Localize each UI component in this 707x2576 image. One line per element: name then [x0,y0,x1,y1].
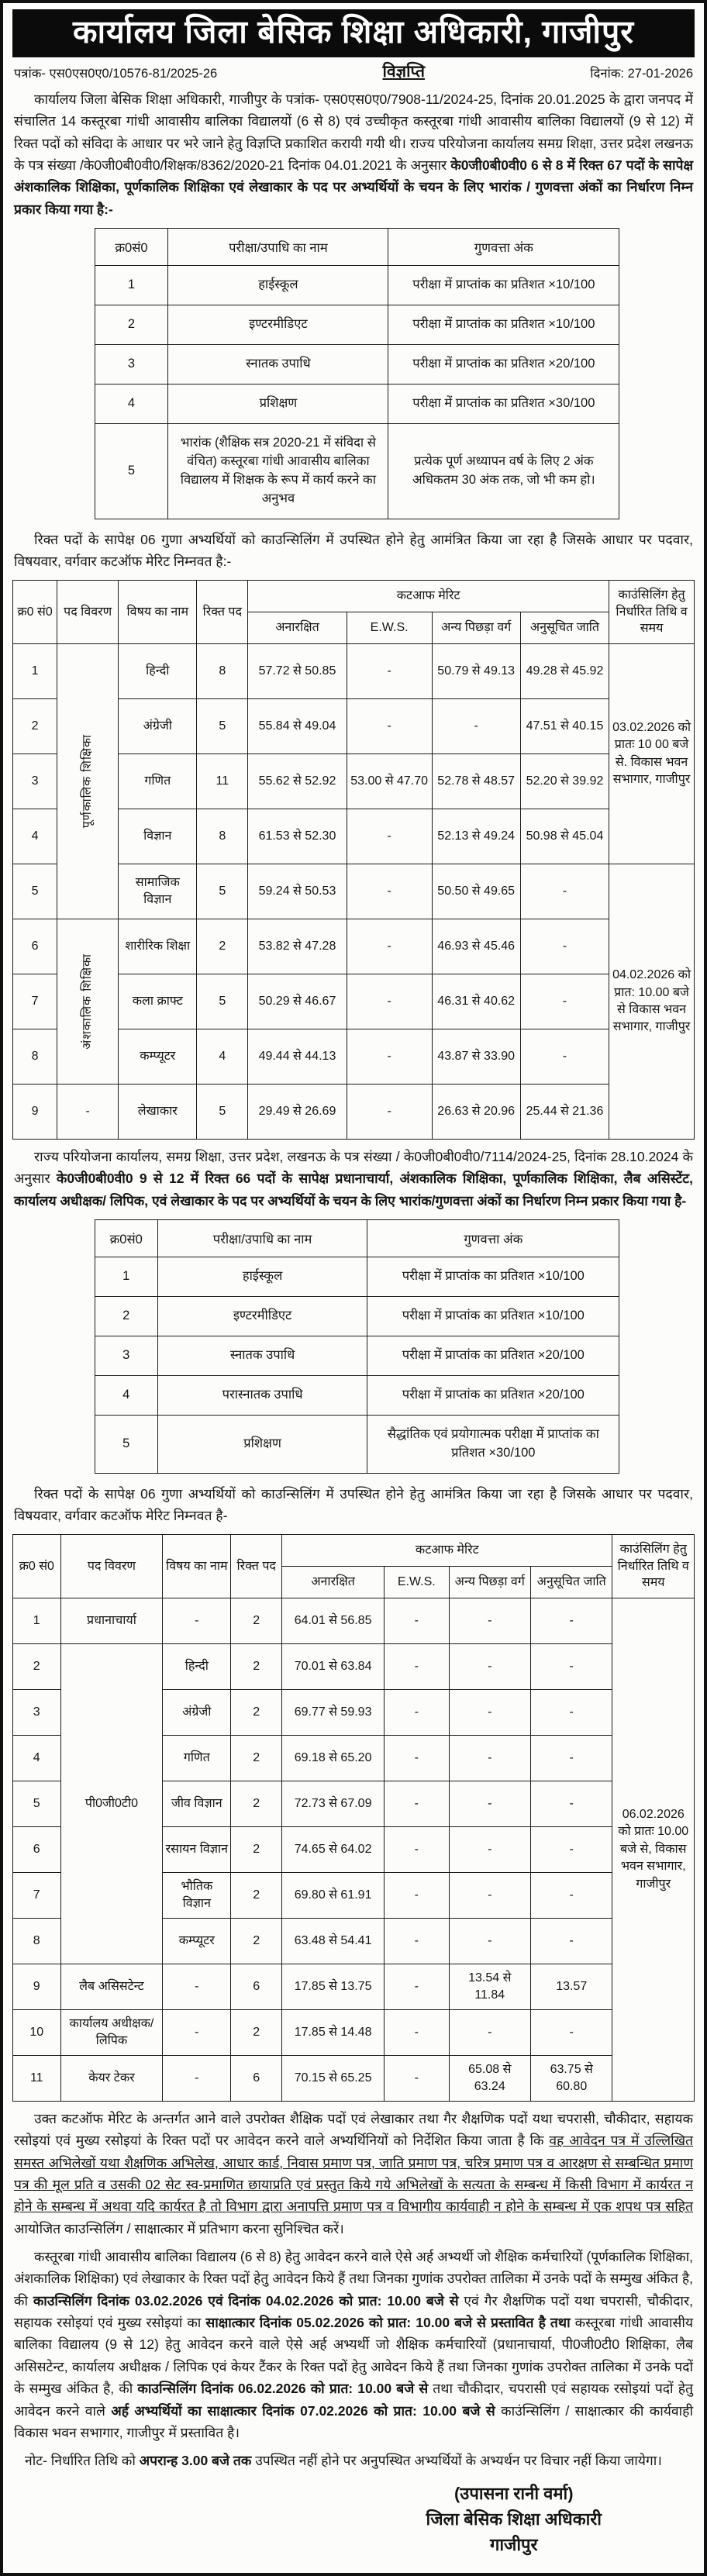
cell-serial: 6 [13,919,57,974]
cell-serial: 4 [95,384,168,423]
cell-ews: - [385,1781,450,1827]
col-exam-name: परीक्षा/उपाधि का नाम [157,1220,367,1257]
cell-vacant: 2 [231,1827,282,1873]
cell-serial: 9 [13,1964,61,2010]
cell-post-group [57,644,119,919]
cell-unreserved: 70.15 से 65.25 [282,2056,385,2102]
cell-subject: कम्प्यूटर [163,1919,231,1964]
cell-subject: रसायन विज्ञान [163,1827,231,1873]
cell-sc: - [520,1029,609,1085]
cell-subject: - [163,1598,231,1644]
reference-number: पत्रांक- एस0एस0ए0/10576-81/2025-26 [14,67,218,81]
note-bold: अपरान्ह 3.00 बजे तक [139,2453,252,2469]
cell-sc: - [520,974,609,1029]
cell-exam: स्नातक उपाधि [157,1336,367,1375]
cell-serial: 3 [13,754,57,809]
cell-serial: 10 [13,2010,61,2056]
schedule-text-3: कस्तूरबा गांधी आवासीय बालिका विद्यालय (9 से 12) हेतु आवेदन करने वाले ऐसे अर्ह अभ्यर्थी जो शैक्षिक कर्मचारियों (प्रधानाचार्या, पी0जी0टी0 शिक्षिका, लैब असिसटेन्ट, कार्यालय अधीक्षक / लिपिक एवं केयर टैंकर के रिक्त पदों हेतु आवेदन किये हैं तथा जिनका गुणांक उपरोक्त तालिका में उनके पदों के सम्मुख अंकित है, की [14,2315,693,2397]
rotated-post-label: अंशकालिक शिक्षिका [81,953,95,1050]
cell-unreserved: 59.24 से 50.53 [248,864,347,919]
cell-unreserved: 64.01 से 56.85 [282,1598,385,1644]
cell-unreserved: 61.53 से 52.30 [248,809,347,864]
col-exam-name: परीक्षा/उपाधि का नाम [168,229,388,266]
table-row [95,1336,619,1375]
col-sc: अनुसूचित जाति [520,612,609,644]
col-post: पद विवरण [60,1535,163,1598]
cell-post-group [57,919,119,1085]
cell-serial: 3 [95,345,168,385]
cell-serial: 1 [13,644,57,699]
cell-sc: 52.20 से 39.92 [520,754,609,809]
cell-unreserved: 17.85 से 13.75 [282,1964,385,2010]
table-row [13,2056,695,2102]
cell-subject: - [163,2056,231,2102]
cell-exam: परास्नातक उपाधि [157,1375,367,1415]
cell-exam: इण्टरमीडिएट [157,1296,367,1336]
instruction-text: उक्त कटऑफ मेरिट के अन्तर्गत आने वाले उपरोक्त शैक्षिक पदों एवं लेखाकार तथा गैर शैक्षणिक पदों यथा चपरासी, चौकीदार, सहायक रसोइयां एवं मुख्य रसोइयां के रिक्त पदों पर आवेदन करने वाले अभ्यर्थिनियों को निर्देशित किया जाता है कि [14,2111,693,2149]
instruction-text-end: आयोजित काउन्सिलिंग / साक्षात्कार में प्रतिभाग करना सुनिश्चित करें। [14,2220,344,2236]
cell-subject: गणित [163,1736,231,1781]
cell-vacant: 2 [197,919,248,974]
col-schedule: काउंसिलिंग हेतु निर्धारित तिथि व समय [609,581,695,644]
cell-unreserved: 57.72 से 50.85 [248,644,347,699]
table-row [95,1415,619,1473]
cell-serial: 2 [13,1644,61,1690]
cell-sc: - [530,1644,612,1690]
cell-vacant: 2 [231,1873,282,1919]
cell-ews: - [347,1085,432,1140]
cell-vacant: 8 [197,809,248,864]
schedule-bold-2: साक्षात्कार दिनांक 05.02.2026 को प्रात: 10.00 बजे से प्रस्तावित है तथा [205,2315,575,2331]
cell-obc: - [449,1919,530,1964]
cell-subject: विज्ञान [119,809,197,864]
cell-obc: 50.79 से 49.13 [432,644,520,699]
table-row [13,1598,695,1644]
second-order-bold: के0जी0बी0वी0 9 से 12 में रिक्त 66 पदों के सापेक्ष प्रधानाचार्या, अंशकालिक शिक्षिका, पूर्णकालिक शिक्षिका, लैब असिस्टेंट, कार्यालय अधीक्षक/ लिपिक, एवं लेखाकार के पद पर अभ्यर्थियों के चयन के लिए भारांक/गुणवत्ता अंकों का निर्धारण निम्न प्रकार किया गया है- [14,1171,693,1209]
schedule-text-2: एवं गैर शैक्षणिक पदों यथा चपरासी, चौकीदार, सहायक रसोइयां एवं मुख्य रसोइयां का [14,2292,693,2331]
counseling-schedule-paragraph [14,2246,693,2443]
cell-obc: - [449,1873,530,1919]
cell-unreserved: 55.62 से 52.92 [248,754,347,809]
cell-vacant: 8 [197,644,248,699]
cell-serial: 8 [13,1919,61,1964]
cell-unreserved: 49.44 से 44.13 [248,1029,347,1085]
cell-vacant: 5 [197,974,248,1029]
col-serial: क्र0 सं0 [13,581,57,644]
cell-marks: परीक्षा में प्राप्तांक का प्रतिशत ×10/100 [367,1296,619,1336]
table-row [95,1296,619,1336]
cell-obc: 52.13 से 49.24 [432,809,520,864]
cell-unreserved: 50.29 से 46.67 [248,974,347,1029]
cell-marks: परीक्षा में प्राप्तांक का प्रतिशत ×10/100 [388,305,619,345]
col-serial: क्र0 सं0 [13,1535,61,1598]
table-row [13,1964,695,2010]
col-subject: विषय का नाम [163,1535,231,1598]
cell-exam: हाईस्कूल [168,266,388,305]
col-ews: E.W.S. [385,1567,450,1598]
cell-vacant: 5 [197,699,248,754]
cell-ews: - [385,1690,450,1736]
cell-marks: परीक्षा में प्राप्तांक का प्रतिशत ×20/100 [367,1375,619,1415]
cell-vacant: 2 [231,1598,282,1644]
cell-ews: - [347,809,432,864]
cell-obc: - [449,1781,530,1827]
schedule-bold-3: काउन्सिलिंग दिनांक 06.02.2026 को प्रात: 10.00 बजे से [137,2381,429,2397]
cell-vacant: 2 [231,1781,282,1827]
cell-obc: 13.54 से 11.84 [449,1964,530,2010]
table-row [13,1085,695,1140]
cell-subject: कला क्राफ्ट [119,974,197,1029]
cell-obc: - [432,699,520,754]
cell-serial: 5 [95,423,168,519]
cell-vacant: 5 [197,1085,248,1140]
cell-obc: - [449,1644,530,1690]
cell-unreserved: 63.48 से 54.41 [282,1919,385,1964]
cell-sc: - [520,919,609,974]
col-vacant: रिक्त पद [197,581,248,644]
cell-exam: हाईस्कूल [157,1257,367,1297]
cell-exam: स्नातक उपाधि [168,345,388,385]
cell-post-group: - [57,1085,119,1140]
cell-serial: 9 [13,1085,57,1140]
cell-exam: प्रशिक्षण [157,1415,367,1473]
cell-ews: - [385,1964,450,2010]
cell-serial: 3 [95,1336,157,1375]
meta-row [14,60,693,82]
cell-subject: शारीरिक शिक्षा [119,919,197,974]
cell-obc: 65.08 से 63.24 [449,2056,530,2102]
cell-vacant: 11 [197,754,248,809]
cell-serial: 4 [13,809,57,864]
table-row [95,1375,619,1415]
cell-vacant: 5 [197,864,248,919]
schedule-bold-1: काउन्सिलिंग दिनांक 03.02.2026 एवं दिनांक 04.02.2026 को प्रात: 10.00 बजे से [33,2292,459,2309]
quality-marks-table-9-12 [95,1219,620,1474]
cell-marks: परीक्षा में प्राप्तांक का प्रतिशत ×10/100 [367,1257,619,1297]
merit-intro-2: रिक्त पदों के सापेक्ष 06 गुणा अभ्यर्थियों को काउन्सिलिंग में उपस्थित होने हेतु आमंत्रित किया जा रहा है जिसके आधार पर पदवार, विषयवार, वर्गवार कटऑफ मेरिट निम्नवत है- [14,1485,693,1523]
cell-serial: 1 [13,1598,61,1644]
schedule-bold-4: अर्ह अभ्यर्थियों का साक्षात्कार दिनांक 07.02.2026 को प्रात: 10.00 बजे से [111,2402,495,2419]
cell-exam: भारांक (शैक्षिक सत्र 2020-21 में संविदा से वंचित) कस्तूरबा गांधी आवासीय बालिका विद्यालय में शिक्षक के रूप में कार्य करने का अनुभव [168,423,388,519]
cell-sc: - [530,1736,612,1781]
cell-unreserved: 53.82 से 47.28 [248,919,347,974]
quality-marks-table-6-8 [95,228,620,519]
cell-vacant: 4 [197,1029,248,1085]
cell-serial: 8 [13,1029,57,1085]
schedule-text-1: कस्तूरबा गांधी आवासीय बालिका विद्यालय (6 से 8) हेतु आवेदन करने वाले ऐसे अर्ह अभ्यर्थी जो शैक्षिक कर्मचारियों (पूर्णकालिक शिक्षिका, अंशकालिक शिक्षिका) एवं लेखाकार के रिक्त पदों हेतु आवेदन किये हैं तथा जिनका गुणांक उपरोक्त तालिका में उनके पदों के सम्मुख अंकित है, की [14,2249,693,2309]
cell-exam: प्रशिक्षण [168,384,388,423]
cell-unreserved: 72.73 से 67.09 [282,1781,385,1827]
cell-subject: - [163,2010,231,2056]
second-order-paragraph [14,1146,693,1212]
cell-subject: अंग्रेजी [163,1690,231,1736]
signatory-place: गाजीपुर [489,2535,538,2555]
cell-subject: कम्प्यूटर [119,1029,197,1085]
col-obc: अन्य पिछड़ा वर्ग [432,612,520,644]
note-text-2: उपस्थित नहीं होने पर अनुपस्थित अभ्यर्थियों के अभ्यर्थन पर विचार नहीं किया जायेगा। [251,2453,662,2469]
cell-serial: 5 [13,864,57,919]
cutoff-merit-table-6-8 [12,580,695,1140]
cell-sc: 47.51 से 40.15 [520,699,609,754]
table-row [13,1644,695,1690]
cell-ews: - [347,974,432,1029]
col-sc: अनुसूचित जाति [530,1567,612,1598]
cell-sc: - [530,1781,612,1827]
cell-subject: हिन्दी [163,1644,231,1690]
cell-subject: भौतिक विज्ञान [163,1873,231,1919]
cell-post: प्रधानाचार्या [60,1598,163,1644]
cell-obc: 43.87 से 33.90 [432,1029,520,1085]
col-serial: क्र0सं0 [95,1220,157,1257]
cell-subject: गणित [119,754,197,809]
cell-sc: - [530,1690,612,1736]
cell-post: कार्यालय अधीक्षक/ लिपिक [60,2010,163,2056]
cell-sc: - [530,1827,612,1873]
cell-ews: - [347,1029,432,1085]
table-row [95,1257,619,1297]
cell-counseling-date: 03.02.2026 को प्रातः 10 00 बजे से. विकास भवन सभागार, गाजीपुर [609,644,695,864]
cell-serial: 2 [95,1296,157,1336]
schedule-text-5: काउंन्सिलिंग / साक्षात्कार की कार्यवाही विकास भवन सभागार, गाजीपुर में प्रस्तावित है। [14,2402,693,2440]
cell-marks: परीक्षा में प्राप्तांक का प्रतिशत ×20/100 [367,1336,619,1375]
table-row [95,345,619,385]
cell-unreserved: 29.49 से 26.69 [248,1085,347,1140]
col-unreserved: अनारक्षित [248,612,347,644]
table-header-row [13,581,695,612]
cell-vacant: 2 [231,1690,282,1736]
issue-date: दिनांक: 27-01-2026 [590,67,693,81]
cell-ews: - [347,699,432,754]
cell-marks: परीक्षा में प्राप्तांक का प्रतिशत ×20/100 [388,345,619,385]
cell-sc: 50.98 से 45.04 [520,809,609,864]
col-quality-marks: गुणवत्ता अंक [388,229,619,266]
table-row [13,2010,695,2056]
cell-vacant: 2 [231,1644,282,1690]
cell-obc: - [449,1690,530,1736]
cell-ews: - [347,644,432,699]
col-cutoff-merit: कटआफ मेरिट [282,1535,612,1567]
cell-ews: - [347,919,432,974]
table-row [95,423,619,519]
cell-ews: - [385,2056,450,2102]
cell-marks: परीक्षा में प्राप्तांक का प्रतिशत ×10/100 [388,266,619,305]
cell-obc: 46.93 से 45.46 [432,919,520,974]
cell-serial: 11 [13,2056,61,2102]
merit-intro-1: रिक्त पदों के सापेक्ष 06 गुणा अभ्यर्थियों को काउन्सिलिंग में उपस्थित होने हेतु आमंत्रित किया जा रहा है जिसके आधार पर पदवार, विषयवार, वर्गवार कटऑफ मेरिट निम्नवत है:- [14,531,693,569]
cell-ews: 53.00 से 47.70 [347,754,432,809]
cell-obc: 52.78 से 48.57 [432,754,520,809]
instruction-underlined: वह आवेदन पत्र में उल्लिखित समस्त अभिलेखों यथा शैक्षणिक अभिलेख, आधार कार्ड, निवास प्रमाण पत्र, जाति प्रमाण पत्र, चरित्र प्रमाण पत्र व आरक्षण से सम्बन्धित प्रमाण पत्र की मूल प्रति व उसकी 02 सेट स्व-प्रमाणित छायाप्रति एवं प्रस्तुत किये गये अभिलेखों के सत्यता के सम्बन्ध में किसी विभाग में कार्यरत न होने के सम्बन्ध में अथवा यदि कार्यरत है तो विभाग द्वारा अनापत्ति प्रमाण पत्र व विभागीय कार्यवाही न होने के सम्बन्ध में एक शपथ पत्र सहित [14,2133,693,2215]
cell-subject: हिन्दी [119,644,197,699]
table-row [13,919,695,974]
cell-obc: - [449,1736,530,1781]
cell-unreserved: 17.85 से 14.48 [282,2010,385,2056]
cell-marks: सैद्धांतिक एवं प्रयोगात्मक परीक्षा में प्राप्तांक का प्रतिशत ×30/100 [367,1415,619,1473]
cell-subject: अंग्रेजी [119,699,197,754]
cell-unreserved: 70.01 से 63.84 [282,1644,385,1690]
signatory-designation: जिला बेसिक शिक्षा अधिकारी [426,2509,602,2529]
cell-unreserved: 55.84 से 49.04 [248,699,347,754]
cell-serial: 5 [13,1781,61,1827]
signature-block [12,2481,602,2557]
cell-sc: 49.28 से 45.92 [520,644,609,699]
cell-vacant: 2 [231,1736,282,1781]
cell-unreserved: 69.80 से 61.91 [282,1873,385,1919]
cell-sc: - [530,1919,612,1964]
cell-sc: - [530,2010,612,2056]
office-letterhead: कार्यालय जिला बेसिक शिक्षा अधिकारी, गाजीपुर [12,9,695,57]
cell-subject: जीव विज्ञान [163,1781,231,1827]
cell-serial: 6 [13,1827,61,1873]
col-quality-marks: गुणवत्ता अंक [367,1220,619,1257]
cell-vacant: 2 [231,2010,282,2056]
intro-paragraph-text: कार्यालय जिला बेसिक शिक्षा अधिकारी, गाजीपुर के पत्रांक- एस0एस0ए0/7908-11/2024-25, दिनांक 20.01.2025 के द्वारा जनपद में संचालित 14 कस्तूरबा गांधी आवासीय बालिका विद्यालयों (6 से 8) एवं उच्चीकृत कस्तूरबा गांधी आवासीय बालिका विद्यालयों (9 से 12) में रिक्त पदों को संविदा के आधार पर भरे जाने हेतु विज्ञप्ति प्रकाशित करायी गयी थी। राज्य परियोजना कार्यालय समग्र शिक्षा, उत्तर प्रदेश लखनऊ के पत्र संख्या /के0जी0बी0वी0/शिक्षक/8362/2020-21 दिनांक 04.01.2021 के अनुसार [14,91,693,174]
cell-ews: - [385,1598,450,1644]
cell-serial: 2 [95,305,168,345]
intro-paragraph [14,88,693,220]
table-row [13,644,695,699]
intro-paragraph-bold: के0जी0बी0वी0 6 से 8 में रिक्त 67 पदों के सापेक्ष अंशकालिक शिक्षिका, पूर्णकालिक शिक्षिका एवं लेखाकार के पद पर अभ्यर्थियों के चयन के लिए भारांक / गुणवत्ता अंकों का निर्धारण निम्न प्रकार किया गया है:- [14,157,693,217]
cell-unreserved: 69.18 से 65.20 [282,1736,385,1781]
cell-ews: - [385,1919,450,1964]
cell-serial: 7 [13,974,57,1029]
cell-ews: - [347,864,432,919]
cell-marks: प्रत्येक पूर्ण अध्यापन वर्ष के लिए 2 अंक अधिकतम 30 अंक तक, जो भी कम हो। [388,423,619,519]
col-subject: विषय का नाम [119,581,197,644]
cell-serial: 4 [95,1375,157,1415]
table-row [95,266,619,305]
cell-sc: - [530,1873,612,1919]
documents-instruction-paragraph [14,2108,693,2240]
table-row [95,305,619,345]
cell-serial: 4 [13,1736,61,1781]
cell-subject: लेखाकार [119,1085,197,1140]
cell-ews: - [385,2010,450,2056]
col-obc: अन्य पिछड़ा वर्ग [449,1567,530,1598]
cell-obc: 46.31 से 40.62 [432,974,520,1029]
table-header-row [95,229,619,266]
col-unreserved: अनारक्षित [282,1567,385,1598]
col-vacant: रिक्त पद [231,1535,282,1598]
cell-exam: इण्टरमीडिएट [168,305,388,345]
table-row [95,384,619,423]
cell-post-group: पी0जी0टी0 [60,1644,163,1964]
cell-vacant: 6 [231,1964,282,2010]
cell-sc: 25.44 से 21.36 [520,1085,609,1140]
cell-ews: - [385,1644,450,1690]
cell-sc: 13.57 [530,1964,612,2010]
cell-post: केयर टेकर [60,2056,163,2102]
cell-unreserved: 69.77 से 59.93 [282,1690,385,1736]
cell-sc: 63.75 से 60.80 [530,2056,612,2102]
cell-counseling-date: 04.02.2026 को प्रात: 10.00 बजे से विकास भवन सभागार, गाजीपुर [609,864,695,1140]
cell-obc: - [449,1598,530,1644]
cell-subject: सामाजिक विज्ञान [119,864,197,919]
cell-sc: - [520,864,609,919]
second-order-text: राज्य परियोजना कार्यालय, समग्र शिक्षा, उत्तर प्रदेश, लखनऊ के पत्र संख्या / के0जी0बी0वी0/7114/2024-25, दिनांक 28.10.2024 के अनुसार [14,1149,693,1187]
cell-counseling-date: 06.02.2026 को प्रातः 10.00 बजे से, विकास भवन सभागार, गाजीपुर [612,1598,695,2102]
cell-serial: 5 [95,1415,157,1473]
table-header-row [13,1535,695,1567]
col-ews: E.W.S. [347,612,432,644]
schedule-text-4: तथा चौकीदार, चपरासी एवं सहायक रसोइयां पदों हेतु आवेदन करने वाले [14,2381,693,2419]
cell-serial: 7 [13,1873,61,1919]
cell-ews: - [385,1873,450,1919]
col-cutoff-merit: कटआफ मेरिट [248,581,609,612]
cell-obc: 50.50 से 49.65 [432,864,520,919]
cell-serial: 1 [95,1257,157,1297]
note-line [14,2451,693,2470]
cell-marks: परीक्षा में प्राप्तांक का प्रतिशत ×30/100 [388,384,619,423]
cell-subject: - [163,1964,231,2010]
cell-unreserved: 74.65 से 64.02 [282,1827,385,1873]
cell-obc: 26.63 से 20.96 [432,1085,520,1140]
cell-sc: - [530,1598,612,1644]
notice-title: विज्ञप्ति [382,63,425,81]
cell-ews: - [385,1736,450,1781]
cell-serial: 1 [95,266,168,305]
col-schedule: काउंसिलिंग हेतु निर्धारित तिथि व समय [612,1535,695,1598]
cell-obc: - [449,1827,530,1873]
cutoff-merit-table-9-12 [12,1534,695,2102]
cell-vacant: 2 [231,1919,282,1964]
cell-post: लैब असिसटेन्ट [60,1964,163,2010]
note-text-1: नोट- निर्धारित तिथि को [25,2453,140,2469]
cell-vacant: 6 [231,2056,282,2102]
cell-obc: - [449,2010,530,2056]
rotated-post-label: पूर्णकालिक शिक्षिका [81,734,95,829]
table-header-row [95,1220,619,1257]
col-post: पद विवरण [57,581,119,644]
cell-ews: - [385,1827,450,1873]
cell-serial: 3 [13,1690,61,1736]
signatory-name: (उपासना रानी वर्मा) [454,2484,574,2504]
cell-serial: 2 [13,699,57,754]
col-serial: क्र0सं0 [95,229,168,266]
